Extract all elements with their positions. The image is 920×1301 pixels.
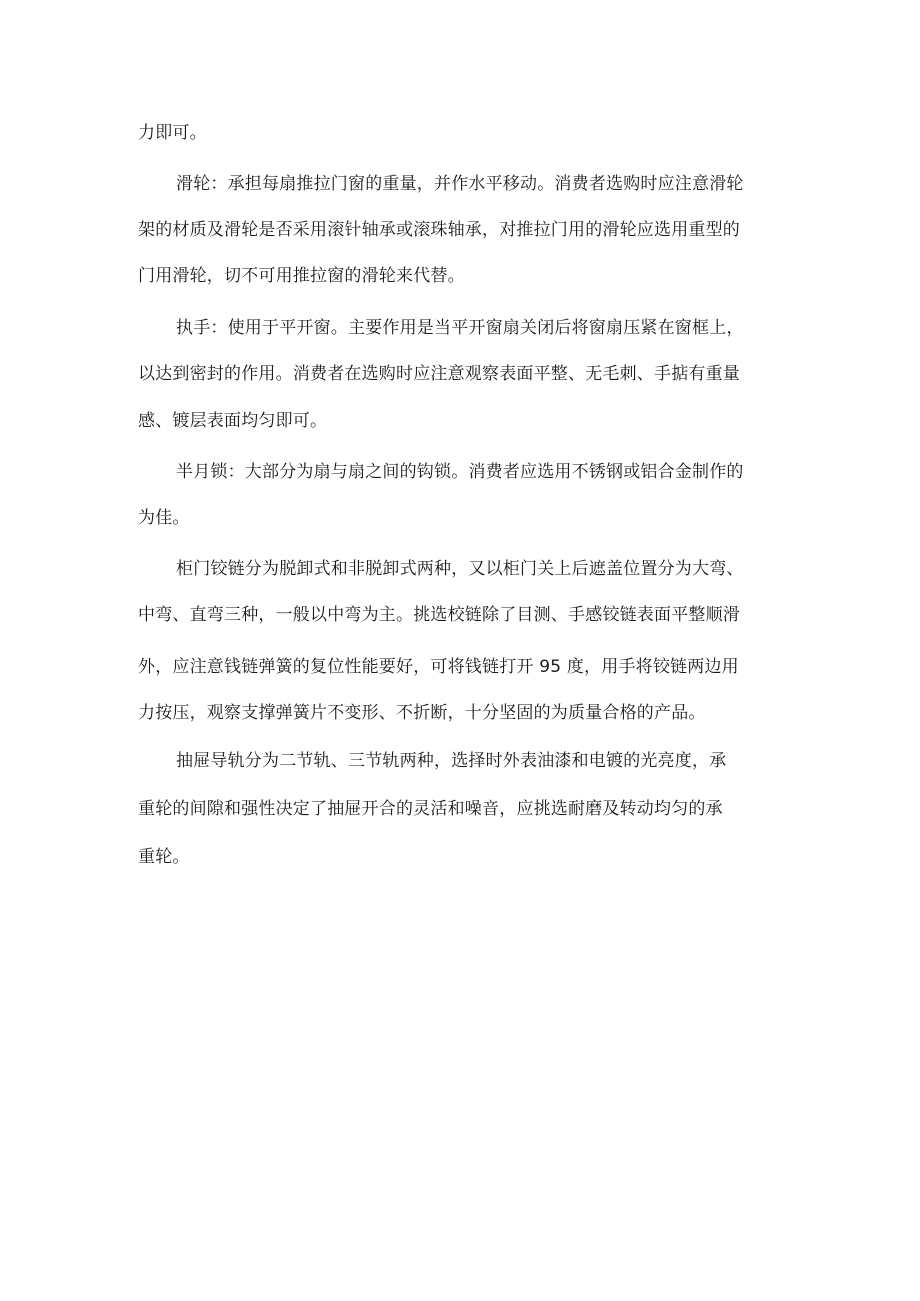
drawer-rail-paragraph-line-1: 抽屉导轨分为二节轨、三节轨两种，选择时外表油漆和电镀的光亮度，承 [176,751,727,771]
drawer-rail-paragraph-line-2: 重轮的间隙和强性决定了抽屉开合的灵活和噪音，应挑选耐磨及转动均匀的承 [138,799,723,819]
hinge-paragraph-line-2: 中弯、直弯三种，一般以中弯为主。挑选校链除了目测、手感铰链表面平整顺滑 [138,605,740,625]
handle-paragraph-line-2: 以达到密封的作用。消费者在选购时应注意观察表面平整、无毛刺、手掂有重量 [138,364,740,384]
crescent-lock-paragraph-line-1: 半月锁：大部分为扇与扇之间的钩锁。消费者应选用不锈钢或铝合金制作的 [176,462,744,482]
hinge-paragraph-line-1: 柜门铰链分为脱卸式和非脱卸式两种，又以柜门关上后遮盖位置分为大弯、 [176,559,744,579]
handle-paragraph-line-3: 感、镀层表面均匀即可。 [138,411,328,431]
paragraph-continuation-line: 力即可。 [138,123,207,143]
hinge-paragraph-line-3: 外，应注意钱链弹簧的复位性能要好，可将钱链打开 95 度，用手将铰链两边用 [138,657,739,677]
drawer-rail-paragraph-line-3: 重轮。 [138,847,190,867]
pulley-paragraph-line-1: 滑轮：承担每扇推拉门窗的重量，并作水平移动。消费者选购时应注意滑轮 [176,174,744,194]
hinge-paragraph-line-4: 力按压，观察支撑弹簧片不变形、不折断，十分坚固的为质量合格的产品。 [138,703,706,723]
handle-paragraph-line-1: 执手：使用于平开窗。主要作用是当平开窗扇关闭后将窗扇压紧在窗框上， [176,318,744,338]
pulley-paragraph-line-2: 架的材质及滑轮是否采用滚针轴承或滚珠轴承，对推拉门用的滑轮应选用重型的 [138,220,740,240]
crescent-lock-paragraph-line-2: 为佳。 [138,508,190,528]
pulley-paragraph-line-3: 门用滑轮，切不可用推拉窗的滑轮来代替。 [138,266,465,286]
